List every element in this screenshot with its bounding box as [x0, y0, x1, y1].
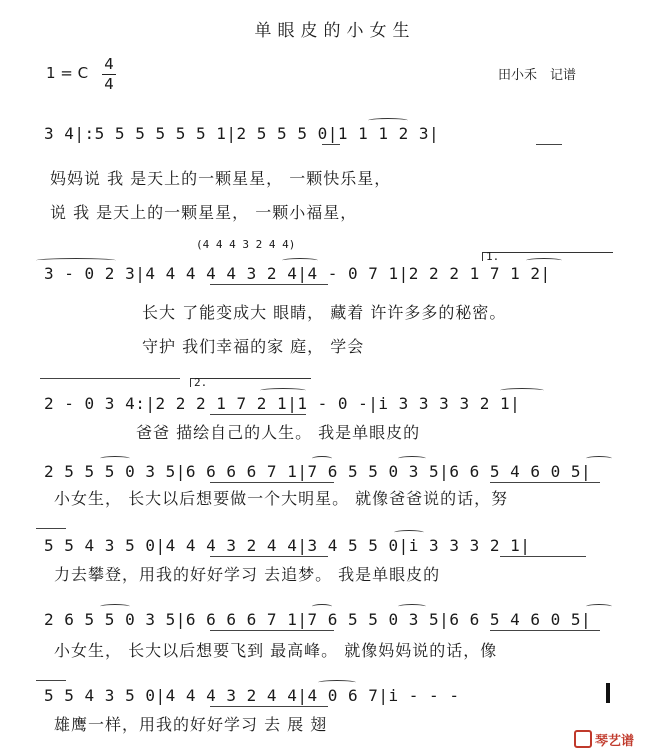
lyric-line-1-verse-2: 说 我 是天上的一颗星星， 一颗小福星， [50, 203, 358, 222]
time-signature-top: 4 [104, 55, 114, 73]
watermark [574, 730, 634, 749]
notation-line-1: 3 4|:5 5 5 5 5 5 1|2 5 5 5 0|1 1 1 2 3| [44, 124, 440, 143]
notation-line-4: 2 5 5 5 0 3 5|6 6 6 6 7 1|7 6 5 5 0 3 5|6 6 5 4 6 0 5| [44, 462, 592, 481]
lyric-line-4: 小女生， 长大以后想要做一个大明星。 就像爸爸说的话，努 [54, 489, 509, 508]
watermark-logo-icon [574, 730, 592, 748]
score-title: 单眼皮的小女生 [254, 21, 416, 41]
notation-line-6: 2 6 5 5 0 3 5|6 6 6 6 7 1|7 6 5 5 0 3 5|6 6 5 4 6 0 5| [44, 610, 592, 629]
lyric-line-6: 小女生， 长大以后想要飞到 最高峰。 就像妈妈说的话，像 [54, 641, 498, 660]
volta-1: 1. [486, 250, 500, 263]
watermark-text: 琴艺谱 [595, 734, 635, 749]
lyric-line-3: 爸爸 描绘自己的人生。 我是单眼皮的 [136, 423, 421, 442]
transcriber-credit: 田小禾 记谱 [498, 68, 577, 83]
lyric-line-5: 力去攀登，用我的好好学习 去追梦。 我是单眼皮的 [54, 565, 441, 584]
notes-above-line-2: (4 4 4 3 2 4 4) [196, 238, 296, 251]
lyric-line-2-verse-2: 守护 我们幸福的家 庭， 学会 [142, 337, 365, 356]
time-signature-bottom: 4 [104, 75, 114, 93]
lyric-line-1-verse-1: 妈妈说 我 是天上的一颗星星， 一颗快乐星， [50, 169, 392, 188]
time-signature [102, 56, 116, 93]
lyric-line-2-verse-1: 长大 了能变成大 眼睛， 藏着 许许多多的秘密。 [142, 303, 507, 322]
notation-line-3: 2 - 0 3 4:|2 2 2 1 7 2 1|1 - 0 -|i 3 3 3 3 2 1| [44, 394, 521, 413]
notation-line-7: 5 5 4 3 5 0|4 4 4 3 2 4 4|4 0 6 7|i - - - [44, 686, 460, 705]
notation-line-5: 5 5 4 3 5 0|4 4 4 3 2 4 4|3 4 5 5 0|i 3 3 3 2 1| [44, 536, 531, 555]
volta-2: 2. [194, 376, 208, 389]
lyric-line-7: 雄鹰一样，用我的好好学习 去 展 翅 [54, 715, 328, 734]
key-signature: 1 = C [46, 64, 89, 82]
notation-line-2: 3 - 0 2 3|4 4 4 4 4 3 2 4|4 - 0 7 1|2 2 2 1 7 1 2| [44, 264, 551, 283]
final-barline [606, 683, 610, 703]
